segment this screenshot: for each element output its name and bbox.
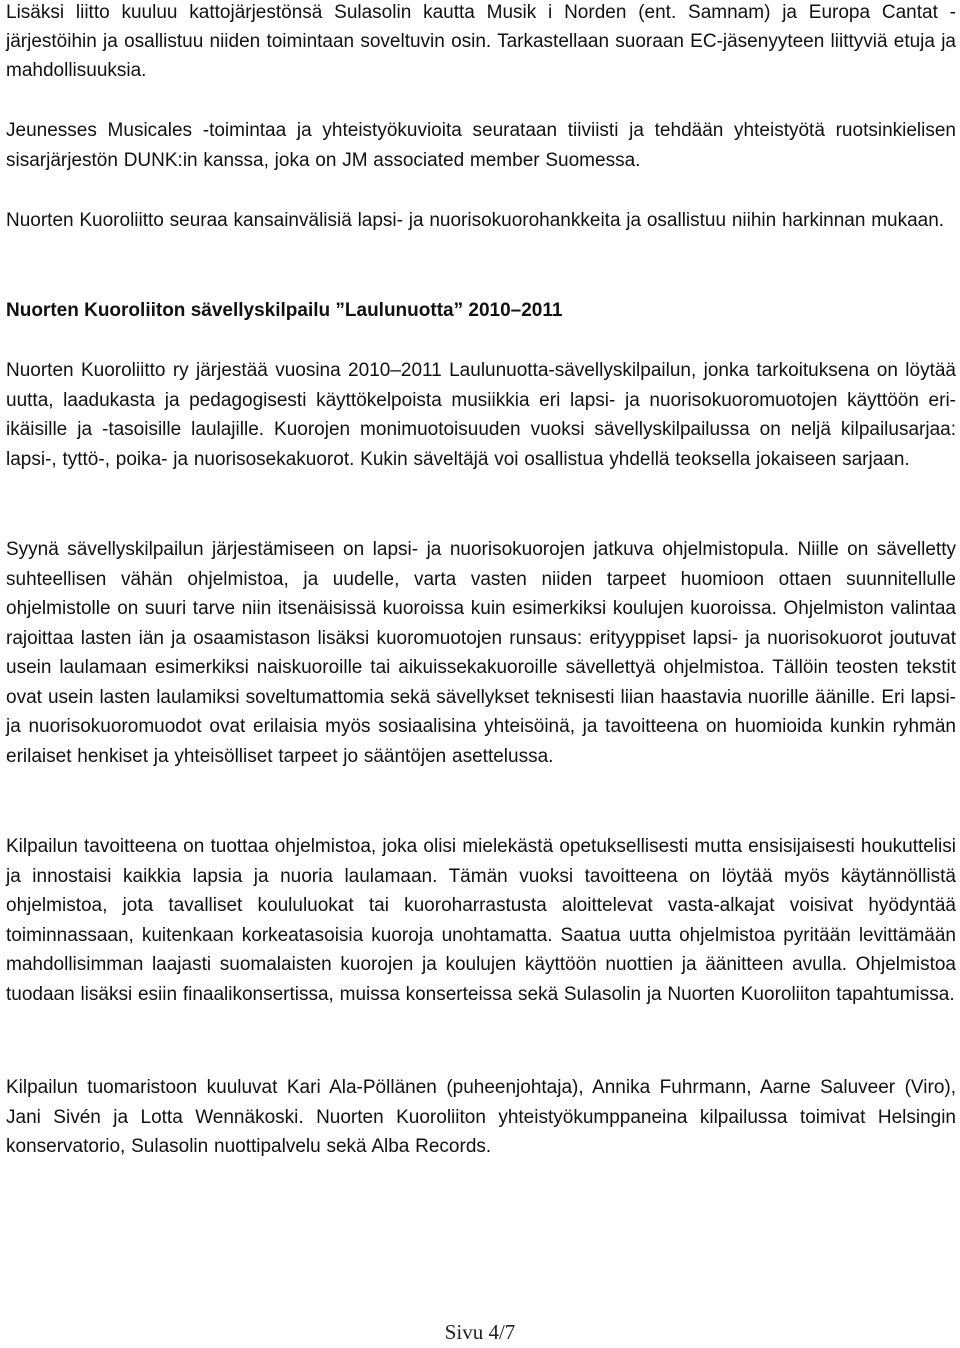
page-number: Sivu 4/7: [444, 1320, 516, 1344]
paragraph-reason: Syynä sävellyskilpailun järjestämiseen on lapsi- ja nuorisokuorojen jatkuva ohjelmistopula. Niille on sävelletty suhteellisen vähän ohjelmistoa, ja uudelle, varta vasten niiden tarpeet huomioon ottaen suunnitellulle ohjelmistolle on suuri tarve niin itsenäisissä kuoroissa kuin esimerkiksi koulujen kuoroissa. Ohjelmiston valintaa rajoittaa lasten iän ja osaamistason lisäksi kuoromuotojen runsaus: erityyppiset lapsi- ja nuorisokuorot joutuvat usein laulamaan esimerkiksi naiskuoroille tai aikuissekakuoroille sävellettyä ohjelmistoa. Tällöin teosten tekstit ovat usein lasten laulamiksi soveltumattomia sekä sävellykset teknisesti liian haastavia nuorille äänille. Eri lapsi- ja nuorisokuoromuodot ovat erilaisia myös sosiaalisina yhteisöinä, ja tavoitteena on huomioida kunkin ryhmän erilaiset henkiset ja yhteisölliset tarpeet jo sääntöjen asettelussa.: [6, 539, 956, 767]
paragraph-competition: Nuorten Kuoroliitto ry järjestää vuosina 2010–2011 Laulunuotta-sävellyskilpailun, jonka tarkoituksena on löytää uutta, laadukasta ja pedagogisesti käyttökelpoista musiikkia eri lapsi- ja nuorisokuoromuotojen käyttöön eri-ikäisille ja -tasoisille laulajille. Kuorojen monimuotoisuuden vuoksi sävellyskilpailussa on neljä kilpailusarjaa: lapsi-, tyttö-, poika- ja nuorisosekakuorot. Kukin säveltäjä voi osallistua yhdellä teoksella jokaiseen sarjaan.: [6, 360, 956, 470]
intro-paragraph: Lisäksi liitto kuuluu kattojärjestönsä Sulasolin kautta Musik i Norden (ent. Samnam) ja Europa Cantat -järjestöihin ja osallistuu niiden toimintaan soveltuvin osin. Tarkastellaan suoraan EC-jäsenyyteen liittyviä etuja ja mahdollisuuksia.: [6, 2, 956, 81]
paragraph-goal: Kilpailun tavoitteena on tuottaa ohjelmistoa, joka olisi mielekästä opetuksellisesti mutta ensisijaisesti houkuttelisi ja innostaisi kaikkia lapsia ja nuoria laulamaan. Tämän vuoksi tavoitteena on löytää myös käytännöllistä ohjelmistoa, jota tavalliset koululuokat tai kuoroharrastusta aloittelevat vasta-alkajat voisivat hyödyntää toiminnassaan, kuitenkaan korkeatasoisia kuoroja unohtamatta. Saatua uutta ohjelmistoa pyritään levittämään mahdollisimman laajasti suomalaisten kuorojen ja koulujen käyttöön nuottien ja äänitteen avulla. Ohjelmistoa tuodaan lisäksi esiin finaalikonsertissa, muissa konserteissa sekä Sulasolin ja Nuorten Kuoroliiton tapahtumissa.: [6, 836, 956, 1005]
paragraph-international: Nuorten Kuoroliitto seuraa kansainvälisiä lapsi- ja nuorisokuorohankkeita ja osallistuu niihin harkinnan mukaan.: [6, 210, 945, 231]
paragraph-jeunesses-musicales: Jeunesses Musicales -toimintaa ja yhteistyökuvioita seurataan tiiviisti ja tehdään yhteistyötä ruotsinkielisen sisarjärjestön DUNK:in kanssa, joka on JM associated member Suomessa.: [6, 120, 956, 171]
paragraph-jury: Kilpailun tuomaristoon kuuluvat Kari Ala-Pöllänen (puheenjohtaja), Annika Fuhrmann, Aarne Saluveer (Viro), Jani Sivén ja Lotta Wennäkoski. Nuorten Kuoroliiton yhteistyökumppaneina kilpailussa toimivat Helsingin konservatorio, Sulasolin nuottipalvelu sekä Alba Records.: [6, 1077, 956, 1157]
section-heading: Nuorten Kuoroliiton sävellyskilpailu ”Laulunuotta” 2010–2011: [6, 300, 563, 321]
